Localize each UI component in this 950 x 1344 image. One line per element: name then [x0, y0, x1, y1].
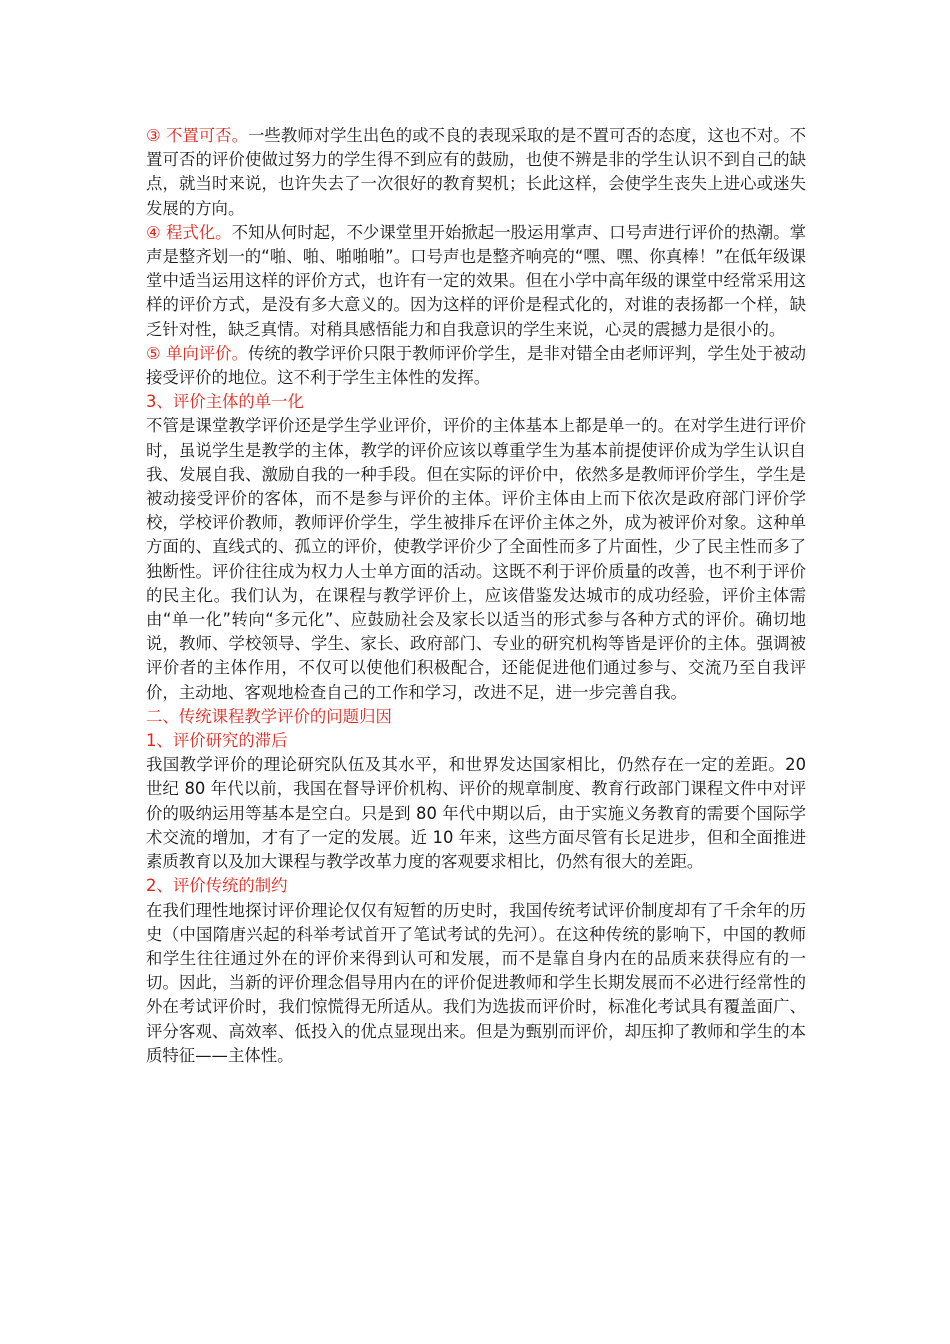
paragraph-no-opinion	[146, 124, 806, 221]
paragraph-tradition: 在我们理性地探讨评价理论仅仅有短暂的历史时，我国传统考试评价制度却有了千余年的历史（中国隋唐兴起的科举考试首开了笔试考试的先河）。在这种传统的影响下，中国的教师和学生往往通过外在的评价来得到认可和发展，而不是靠自身内在的品质来获得应有的一切。因此，当新的评价理念倡导用内在的评价促进教师和学生长期发展而不必进行经常性的外在考试评价时，我们惊慌得无所适从。我们为选拔而评价时，标准化考试具有覆盖面广、评分客观、高效率、低投入的优点显现出来。但是为甄别而评价，却压抑了教师和学生的本质特征——主体性。	[146, 900, 806, 1065]
point-3-heading: ③ 不置可否。	[146, 126, 249, 145]
point-3-text: 一些教师对学生出色的或不良的表现采取的是不置可否的态度，这也不对。不置可否的评价使做过努力的学生得不到应有的鼓励，也使不辨是非的学生认识不到自己的缺点，就当时来说，也许失去了一次很好的教育契机；长此这样，会使学生丧失上进心或迷失发展的方向。	[146, 126, 807, 218]
paragraph-research-lag: 我国教学评价的理论研究队伍及其水平，和世界发达国家相比，仍然存在一定的差距。20 世纪 80 年代以前，我国在督导评价机构、评价的规章制度、教育行政部门课程文件中对评价的吸纳运用等基本是空白。只是到 80 年代中期以后，由于实施义务教育的需要个国际学术交流的增加，才有了一定的发展。近 10 年来，这些方面尽管有长足进步，但和全面推进素质教育以及加大课程与教学改革力度的客观要求相比，仍然有很大的差距。	[146, 755, 806, 872]
point-4-text: 不知从何时起，不少课堂里开始掀起一股运用掌声、口号声进行评价的热潮。掌声是整齐划一的“啪、啪、啪啪啪”。口号声也是整齐响亮的“嘿、嘿、你真棒！”在低年级课堂中适当运用这样的评价方式，也许有一定的效果。但在小学中高年级的课堂中经常采用这样的评价方式，是没有多大意义的。因为这样的评价是程式化的，对谁的表扬都一个样，缺乏针对性，缺乏真情。对稍具感悟能力和自我意识的学生来说，心灵的震撼力是很小的。	[146, 222, 807, 339]
point-5-text: 传统的教学评价只限于教师评价学生，是非对错全由老师评判，学生处于被动接受评价的地位。这不利于学生主体性的发挥。	[146, 343, 807, 388]
document-page	[146, 124, 806, 1068]
paragraph-formulaic	[146, 221, 806, 342]
chapter-heading-causes: 二、传统课程教学评价的问题归因	[146, 706, 392, 726]
paragraph-one-way	[146, 342, 806, 390]
paragraph-single-subject: 不管是课堂教学评价还是学生学业评价，评价的主体基本上都是单一的。在对学生进行评价时，虽说学生是教学的主体，教学的评价应该以尊重学生为基本前提使评价成为学生认识自我、发展自我、激励自我的一种手段。但在实际的评价中，依然多是教师评价学生，学生是被动接受评价的客体，而不是参与评价的主体。评价主体由上而下依次是政府部门评价学校，学校评价教师，教师评价学生，学生被排斥在评价主体之外，成为被评价对象。这种单方面的、直线式的、孤立的评价，使教学评价少了全面性而多了片面性，少了民主性而多了独断性。评价往往成为权力人士单方面的活动。这既不利于评价质量的改善，也不利于评价的民主化。我们认为，在课程与教学评价上，应该借鉴发达城市的成功经验，评价主体需由“单一化”转向“多元化”、应鼓励社会及家长以适当的形式参与各种方式的评价。确切地说，教师、学校领导、学生、家长、政府部门、专业的研究机构等皆是评价的主体。强调被评价者的主体作用，不仅可以使他们积极配合，还能促进他们通过参与、交流乃至自我评价，主动地、客观地检查自己的工作和学习，改进不足，进一步完善自我。	[146, 416, 806, 702]
section-heading-single-subject: 3、评价主体的单一化	[146, 392, 304, 412]
section-heading-tradition: 2、评价传统的制约	[146, 876, 288, 896]
point-4-heading: ④ 程式化。	[146, 222, 232, 242]
section-heading-research-lag: 1、评价研究的滞后	[146, 731, 288, 751]
point-5-heading: ⑤ 单向评价。	[146, 343, 249, 363]
